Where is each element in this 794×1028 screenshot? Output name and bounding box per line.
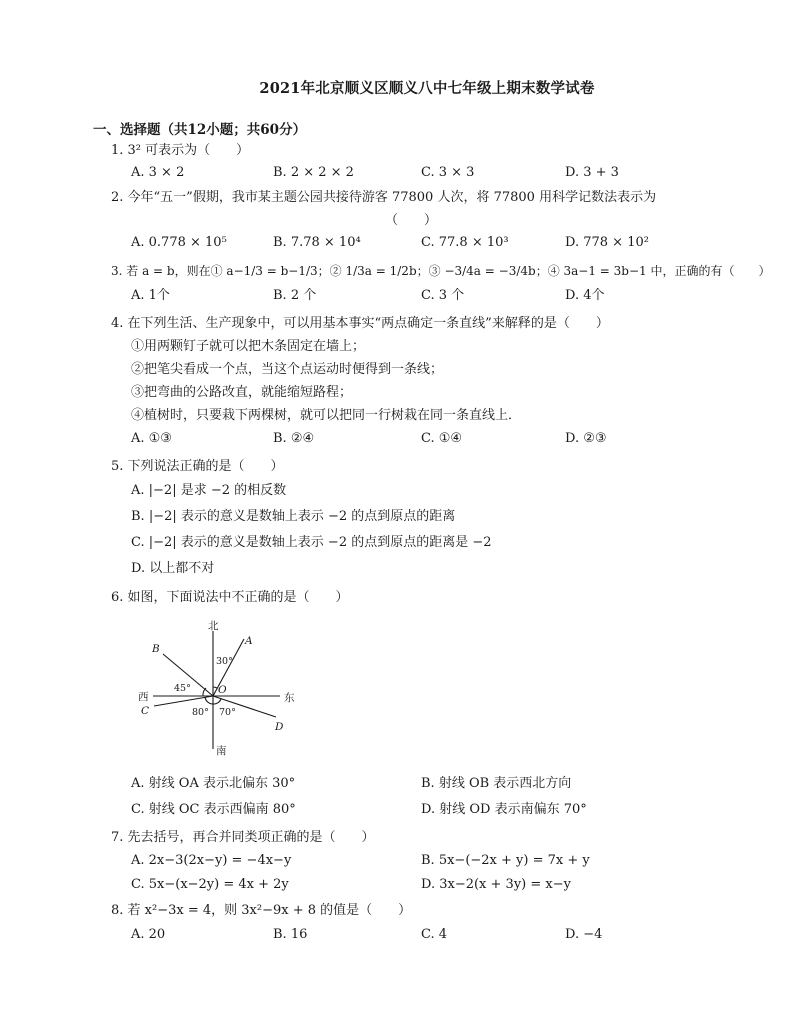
label-east: 东: [284, 692, 295, 704]
question-4-option-a: A. ①③: [131, 431, 172, 446]
question-4-statement-3: ③把弯曲的公路改直，就能缩短路程；: [131, 385, 353, 400]
label-o: O: [218, 684, 227, 696]
question-6-stem: 6. 如图，下面说法中不正确的是（ ）: [111, 590, 349, 605]
question-4-option-b: B. ②④: [273, 431, 315, 446]
question-4-stem: 4. 在下列生活、生产现象中，可以用基本事实“两点确定一条直线”来解释的是（ ）: [111, 316, 609, 331]
angle-label-80: 80°: [192, 707, 209, 718]
question-3-stem: 3. 若 a = b，则在① a−1/3 = b−1/3；② 1/3a = 1/2b；③ −3/4a = −3/4b；④ 3a−1 = 3b−1 中，正确的有（ ）: [111, 264, 771, 278]
angle-label-30: 30°: [216, 656, 233, 667]
question-6-option-b: B. 射线 OB 表示西北方向: [421, 776, 572, 791]
label-c: C: [141, 705, 150, 717]
question-5-option-c: C. |−2| 表示的意义是数轴上表示 −2 的点到原点的距离是 −2: [131, 535, 492, 550]
question-8-option-b: B. 16: [273, 927, 308, 942]
label-north: 北: [208, 620, 219, 632]
angle-arc-45: [203, 688, 206, 696]
question-1-option-b: B. 2 × 2 × 2: [273, 165, 354, 180]
question-1-option-a: A. 3 × 2: [131, 165, 185, 180]
angle-label-45: 45°: [174, 683, 191, 694]
label-south: 南: [216, 745, 227, 757]
question-4-option-d: D. ②③: [565, 431, 607, 446]
question-6-option-a: A. 射线 OA 表示北偏东 30°: [131, 776, 296, 791]
question-2-stem: 2. 今年“五一”假期，我市某主题公园共接待游客 77800 人次，将 77800 用科学记数法表示为: [111, 190, 657, 205]
question-2-option-d: D. 778 × 10²: [565, 235, 649, 250]
question-7-option-c: C. 5x−(x−2y) = 4x + 2y: [131, 877, 289, 892]
question-7-option-b: B. 5x−(−2x + y) = 7x + y: [421, 853, 590, 868]
compass-figure: [130, 615, 310, 760]
question-1-option-c: C. 3 × 3: [421, 165, 475, 180]
question-4-statement-4: ④植树时，只要栽下两棵树，就可以把同一行树栽在同一条直线上．: [131, 408, 522, 423]
label-a: A: [245, 635, 253, 647]
question-3-option-b: B. 2 个: [273, 288, 317, 303]
angle-arc-80: [205, 697, 213, 704]
question-6-option-d: D. 射线 OD 表示南偏东 70°: [421, 802, 587, 817]
label-west: 西: [138, 691, 149, 703]
question-3-option-d: D. 4个: [565, 288, 605, 303]
label-b: B: [152, 643, 160, 655]
question-5-stem: 5. 下列说法正确的是（ ）: [111, 459, 284, 474]
question-2-option-a: A. 0.778 × 10⁵: [131, 235, 227, 250]
question-8-option-d: D. −4: [565, 927, 603, 942]
question-8-stem: 8. 若 x²−3x = 4，则 3x²−9x + 8 的值是（ ）: [111, 903, 412, 918]
question-3-option-a: A. 1个: [131, 288, 170, 303]
question-6-option-c: C. 射线 OC 表示西偏南 80°: [131, 802, 296, 817]
question-2-paren: （ ）: [385, 213, 438, 228]
question-5-option-b: B. |−2| 表示的意义是数轴上表示 −2 的点到原点的距离: [131, 509, 456, 524]
question-1-stem: 1. 3² 可表示为（ ）: [111, 143, 250, 158]
question-5-option-a: A. |−2| 是求 −2 的相反数: [131, 483, 287, 498]
question-8-option-c: C. 4: [421, 927, 448, 942]
question-3-option-c: C. 3 个: [421, 288, 465, 303]
angle-arc-70: [213, 699, 221, 704]
question-7-option-d: D. 3x−2(x + 3y) = x−y: [421, 877, 571, 892]
angle-arc-30: [213, 687, 217, 688]
question-4-option-c: C. ①④: [421, 431, 463, 446]
question-1-option-d: D. 3 + 3: [565, 165, 619, 180]
label-d: D: [275, 721, 284, 733]
question-7-stem: 7. 先去括号，再合并同类项正确的是（ ）: [111, 830, 375, 845]
page-title: 2021年北京顺义区顺义八中七年级上期末数学试卷: [259, 80, 595, 97]
question-2-option-c: C. 77.8 × 10³: [421, 235, 509, 250]
question-7-option-a: A. 2x−3(2x−y) = −4x−y: [131, 853, 292, 868]
question-5-option-d: D. 以上都不对: [131, 561, 215, 576]
question-2-option-b: B. 7.78 × 10⁴: [273, 235, 361, 250]
question-8-option-a: A. 20: [131, 927, 166, 942]
question-4-statement-1: ①用两颗钉子就可以把木条固定在墙上；: [131, 339, 366, 354]
angle-label-70: 70°: [219, 707, 236, 718]
ray-oc: [154, 696, 213, 706]
section-heading: 一、选择题（共12小题；共60分）: [93, 122, 307, 138]
question-4-statement-2: ②把笔尖看成一个点，当这个点运动时便得到一条线；: [131, 362, 444, 377]
